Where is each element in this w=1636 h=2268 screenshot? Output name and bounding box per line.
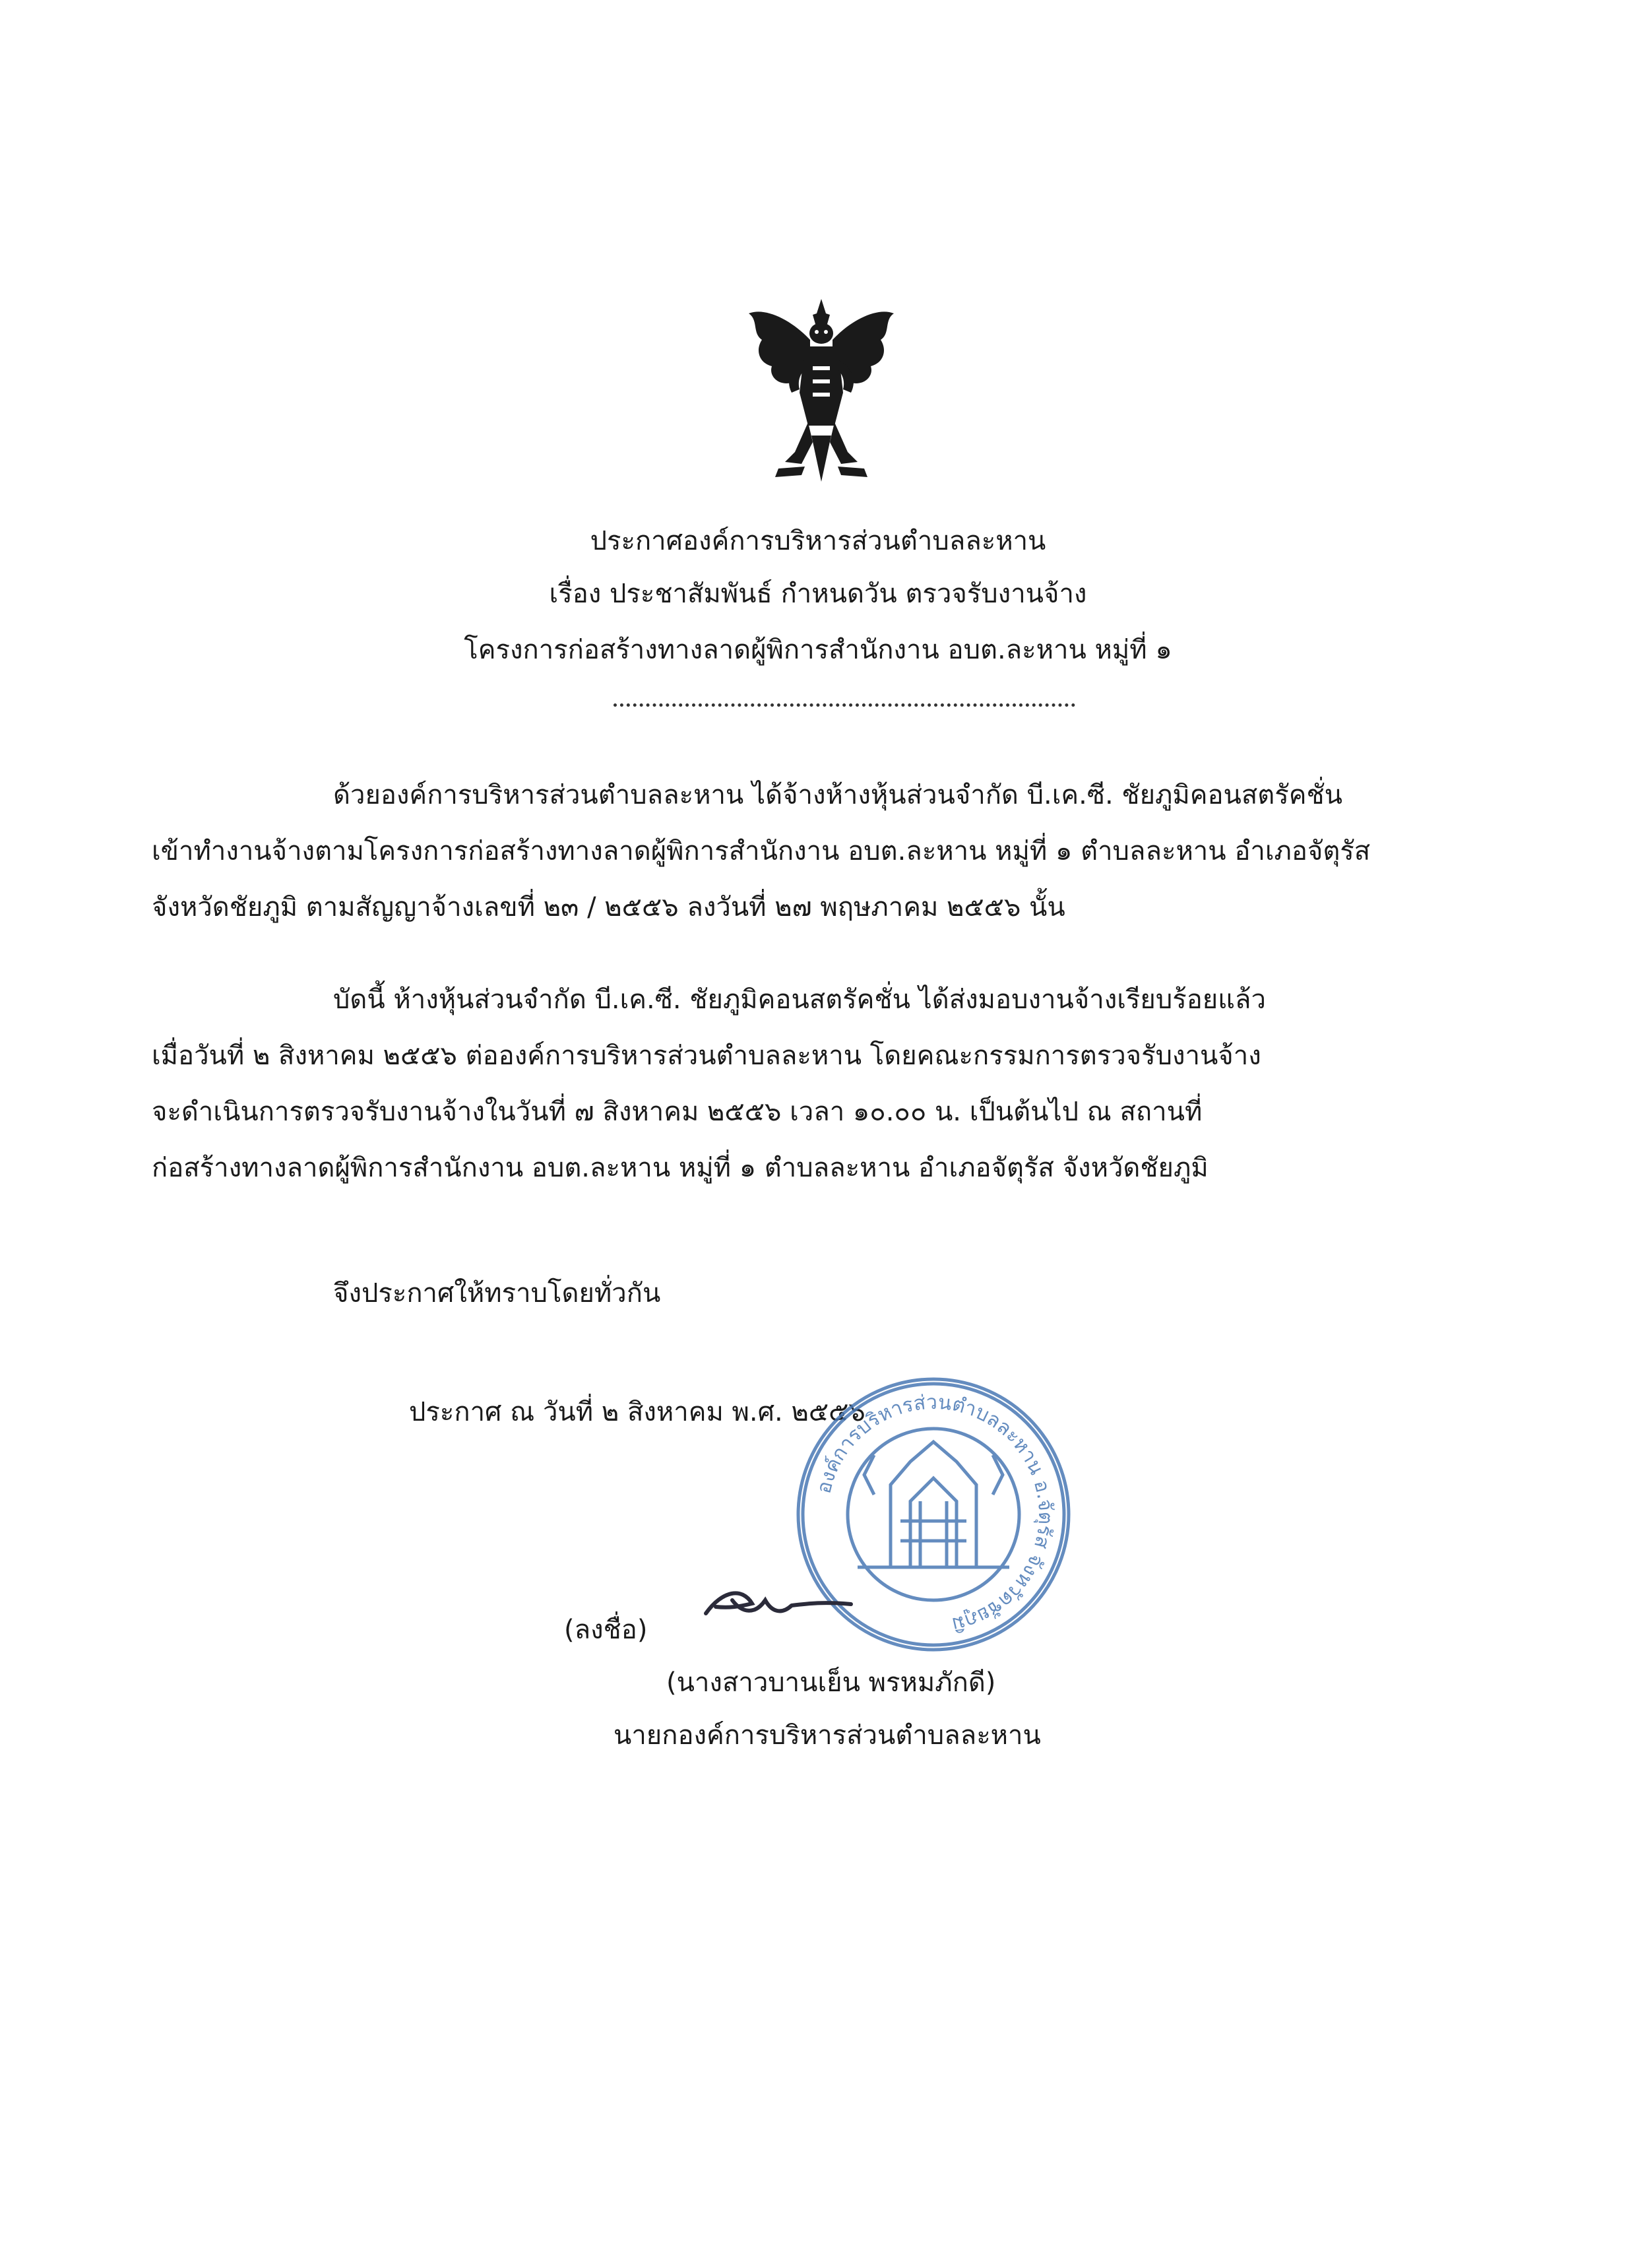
- paragraph-1-line-2: เข้าทำงานจ้างตามโครงการก่อสร้างทางลาดผู้พิการสำนักงาน อบต.ละหาน หมู่ที่ ๑ ตำบลละหาน อำเภอจัตุรัส: [152, 836, 1371, 866]
- announcement-title: ประกาศองค์การบริหารส่วนตำบลละหาน: [590, 526, 1046, 556]
- closing-statement: จึงประกาศให้ทราบโดยทั่วกัน: [333, 1278, 661, 1309]
- signatory-position: นายกองค์การบริหารส่วนตำบลละหาน: [614, 1720, 1041, 1751]
- announcement-subject: เรื่อง ประชาสัมพันธ์ กำหนดวัน ตรวจรับงานจ้าง: [549, 579, 1087, 609]
- paragraph-1-line-3: จังหวัดชัยภูมิ ตามสัญญาจ้างเลขที่ ๒๓ / ๒๕๕๖ ลงวันที่ ๒๗ พฤษภาคม ๒๕๕๖ นั้น: [152, 892, 1065, 923]
- paragraph-2-line-2: เมื่อวันที่ ๒ สิงหาคม ๒๕๕๖ ต่อองค์การบริหารส่วนตำบลละหาน โดยคณะกรรมการตรวจรับงานจ้าง: [152, 1041, 1261, 1071]
- project-title: โครงการก่อสร้างทางลาดผู้พิการสำนักงาน อบต.ละหาน หมู่ที่ ๑: [464, 635, 1172, 665]
- signature-prefix: (ลงชื่อ): [564, 1615, 648, 1645]
- paragraph-1-line-1: ด้วยองค์การบริหารส่วนตำบลละหาน ได้จ้างห้างหุ้นส่วนจำกัด บี.เค.ซี. ชัยภูมิคอนสตรัคชั่น: [333, 780, 1342, 810]
- handwritten-signature: [693, 1567, 871, 1640]
- announcement-date: ประกาศ ณ วันที่ ๒ สิงหาคม พ.ศ. ๒๕๕๖: [409, 1397, 865, 1427]
- paragraph-2-line-3: จะดำเนินการตรวจรับงานจ้างในวันที่ ๗ สิงหาคม ๒๕๕๖ เวลา ๑๐.๐๐ น. เป็นต้นไป ณ สถานที่: [152, 1097, 1203, 1127]
- paragraph-2-line-4: ก่อสร้างทางลาดผู้พิการสำนักงาน อบต.ละหาน หมู่ที่ ๑ ตำบลละหาน อำเภอจัตุรัส จังหวัดชัยภูมิ: [152, 1153, 1209, 1183]
- signatory-name: (นางสาวบานเย็น พรหมภักดี): [666, 1668, 996, 1698]
- dotted-divider: [614, 699, 1075, 707]
- paragraph-2-line-1: บัดนี้ ห้างหุ้นส่วนจำกัด บี.เค.ซี. ชัยภูมิคอนสตรัคชั่น ได้ส่งมอบงานจ้างเรียบร้อยแล้ว: [333, 985, 1266, 1015]
- svg-text:องค์การบริหารส่วนตำบลละหาน อ.จ: องค์การบริหารส่วนตำบลละหาน อ.จัตุรัส จังหวัดชัยภูมิ: [812, 1390, 1057, 1636]
- garuda-emblem-icon: [739, 294, 904, 492]
